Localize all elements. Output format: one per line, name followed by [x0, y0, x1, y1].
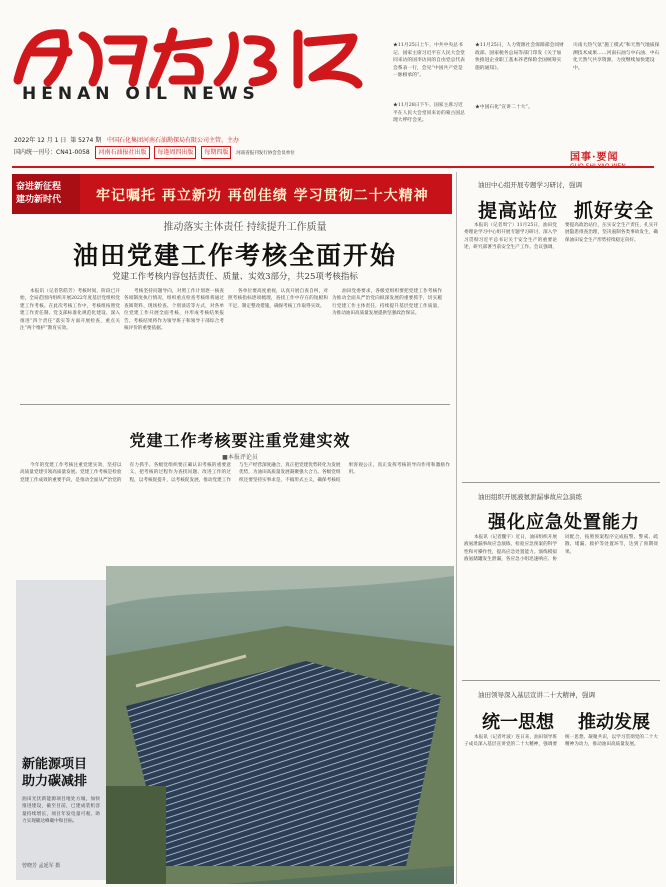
lead-column-1-text: 本报讯（记者常皓芳）考核时间，阶段已开始，全局范围内组织开展2022年度基层党组织党建工作考核。在此次考核工作中，考核组按照党建工作责任制、党支部标准化规范化建设、深入推进“四个责任”落实等方面开展检查，重点关注“两个维护”教育实效。 [20, 289, 120, 332]
editorial-body [20, 462, 450, 548]
publisher-badge: 河南石油报社出版 [95, 146, 149, 159]
banner-left [12, 174, 80, 214]
right-headline-2: 强化应急处置能力 [488, 512, 640, 533]
caption-title-line1: 新能源项目 [22, 757, 88, 772]
right-headline-3a: 统一思想 [482, 712, 554, 733]
cn-number: 国内统一刊号：CN41-0058 [14, 149, 90, 156]
union-text: 河南省报刊发行协会会员单位 [236, 151, 295, 156]
issue-number: 第 5274 期 [70, 137, 102, 144]
lead-column-3-text: 各单位要高度重视，认真开展自查自纠，对照考核指标逐项梳理，查找工作中存在的短板和不足，制定整改措施，确保考核工作取得实效。 [228, 289, 328, 309]
banner-left-line2: 建功新时代 [16, 195, 62, 205]
caption-text: 油田光伏新能源项目地处方城，加快推进建设，截至目前，已建成装机容量持续增长，项目年发电量可观，助力实现碳达峰碳中和目标。 [22, 797, 100, 825]
right-body-2-text: 本报讯（记者魏宇）近日，油田组织开展液氨泄漏事故应急演练，检验应急预案的科学性和可操作性，提高应急处置能力。演练模拟液氨储罐发生泄漏，各应急小组迅速响应、协同配合，按照预案程序完成报警、警戒、疏散、堵漏、救护等处置环节，达到了预期效果。 [464, 535, 658, 563]
photo-caption-panel [16, 580, 106, 880]
lead-column-4 [332, 288, 442, 400]
editorial-byline: ■本报评论员 [222, 454, 258, 461]
frequency-badge: 每逢周四出版 [154, 146, 196, 159]
lead-column-2 [124, 288, 224, 400]
right-body-3-text: 本报讯（记者叶波）连日来，油田领导班子成员深入基层宣讲党的二十大精神，强调要统一思想、凝聚共识，以学习贯彻党的二十大精神为动力，推动油田高质量发展。 [464, 735, 658, 748]
lead-subhead: 党建工作考核内容包括责任、质量、实效3部分，共25项考核指标 [112, 272, 358, 282]
lead-column-3 [228, 288, 328, 400]
right-body-3 [464, 734, 658, 884]
top-news-item-1: ★11月25日上午，中共中央总书记、国家主席习近平在人民大会堂同来访的国李访问的自由党总代表会系表一行，会见“中国共产党是一脉相承的”。 [393, 43, 465, 79]
lead-headline: 油田党建工作考核全面开始 [72, 241, 397, 270]
top-news-item-3: ★11月25日，人力资源社会保障部会同财政部、国家税务总局等部门印发《关于加快推进企业职工基本养老保险全国统筹实施的通知》。 [475, 43, 564, 71]
right-body-1-text: 本报讯（记者周宁）11月25日，油田党委理论学习中心组开展专题学习研讨，深入学习贯彻习近平总书记关于安全生产的重要论述，研究部署当前安全生产工作。会议强调，要提高政治站位，压实安全生产责任，扎实开展隐患排查治理，坚决遏制各类事故发生，确保油田安全生产形势持续稳定向好。 [464, 223, 658, 251]
right-kicker-1: 油田中心组开展专题学习研讨，强调 [478, 181, 582, 189]
section-divider [20, 404, 450, 405]
column-rule [456, 172, 457, 884]
issue-date: 2022年 12 月 1 日 [14, 137, 67, 144]
sponsor-text: 中国石化集团河南石油勘探局有限公司主管、主办 [107, 137, 240, 144]
right-headline-1a: 提高站位 [478, 200, 559, 222]
solar-farm-photo [106, 566, 454, 884]
top-news-block [393, 42, 665, 132]
masthead-pinyin: HENAN OIL NEWS [22, 84, 260, 104]
cn-line [14, 146, 394, 159]
right-body-1 [464, 222, 658, 480]
campaign-banner [12, 174, 452, 214]
lead-column-1 [20, 288, 120, 400]
right-body-2 [464, 534, 658, 674]
issue-line [14, 135, 394, 146]
right-headline-3b: 推动发展 [578, 712, 650, 733]
caption-title-line2: 助力碳减排 [22, 774, 88, 789]
right-kicker-3: 油田领导深入基层宣讲二十大精神，强调 [478, 691, 595, 699]
caption-title [22, 756, 87, 790]
right-divider-1 [462, 482, 660, 483]
pages-badge: 每期四版 [201, 146, 231, 159]
editorial-headline: 党建工作考核要注重党建实效 [129, 431, 351, 450]
masthead-info [14, 135, 394, 159]
lead-column-4-text: 油田党委要求，各级党组织要把党建工作考核作为推动全面从严治党向纵深发展的重要抓手，切实履行党建工作主体责任，持续提升基层党建工作质量，为推动油田高质量发展提供坚强政治保证。 [332, 289, 442, 317]
top-news-item-4: ★中国石化“宣讲二十大”。 [475, 105, 533, 110]
lead-column-2-text: 考核坚持问题导向，对照工作计划逐一核查各项制度执行情况，组织重点检查考核组将通过查阅资料、现场检查、个别谈话等方式，对各单位党建工作开展全面考核，并形成考核结果报告。考核结果将作为领导班子和领导干部综合考核评价的重要依据。 [124, 289, 224, 332]
right-divider-2 [462, 680, 660, 681]
right-headline-1b: 抓好安全 [574, 200, 655, 222]
photo-credit: 曾晓芳 孟延军 摄 [22, 863, 61, 869]
banner-slogan: 牢记嘱托 再立新功 再创佳绩 学习贯彻二十大精神 [96, 188, 429, 204]
newspaper-logo [8, 22, 368, 90]
masthead-divider [12, 166, 654, 168]
top-news-item-5: 川南大热气氛“施工模式”和天然气地质探测技术成果……河南石油与中石油、中石化天然气共享资源，力度继续加快建设中。 [573, 43, 660, 71]
right-kicker-2: 油田组织开展液氨泄漏事故应急演练 [478, 493, 582, 501]
lead-kicker: 推动落实主体责任 持续提升工作质量 [163, 222, 327, 233]
banner-left-line1: 奋进新征程 [16, 182, 62, 192]
section-title: 国事·要闻 [570, 152, 619, 163]
editorial-body-text: 今年的党建工作考核注重党建实效，坚持以高质量党建引领高质量发展。党建工作考核是检验党建工作成效的重要手段，是推动全面从严治党的有力抓手。各级党组织要正确认识考核的重要意义，把考核的过程作为查找问题、改进工作的过程，以考核促提升，以考核促发展，推动党建工作与生产经营深度融合，真正把党建优势转化为发展优势，为油田高质量发展凝聚强大合力。各级党组织还要坚持实事求是，不搞形式主义，确保考核结果客观公正，真正发挥考核的导向作用和激励作用。 [20, 463, 450, 483]
top-news-item-2: ★11月28日下午，国家主席习近平在人民大会堂同来访的蒙古国总理大呼吁会见。 [393, 103, 465, 124]
